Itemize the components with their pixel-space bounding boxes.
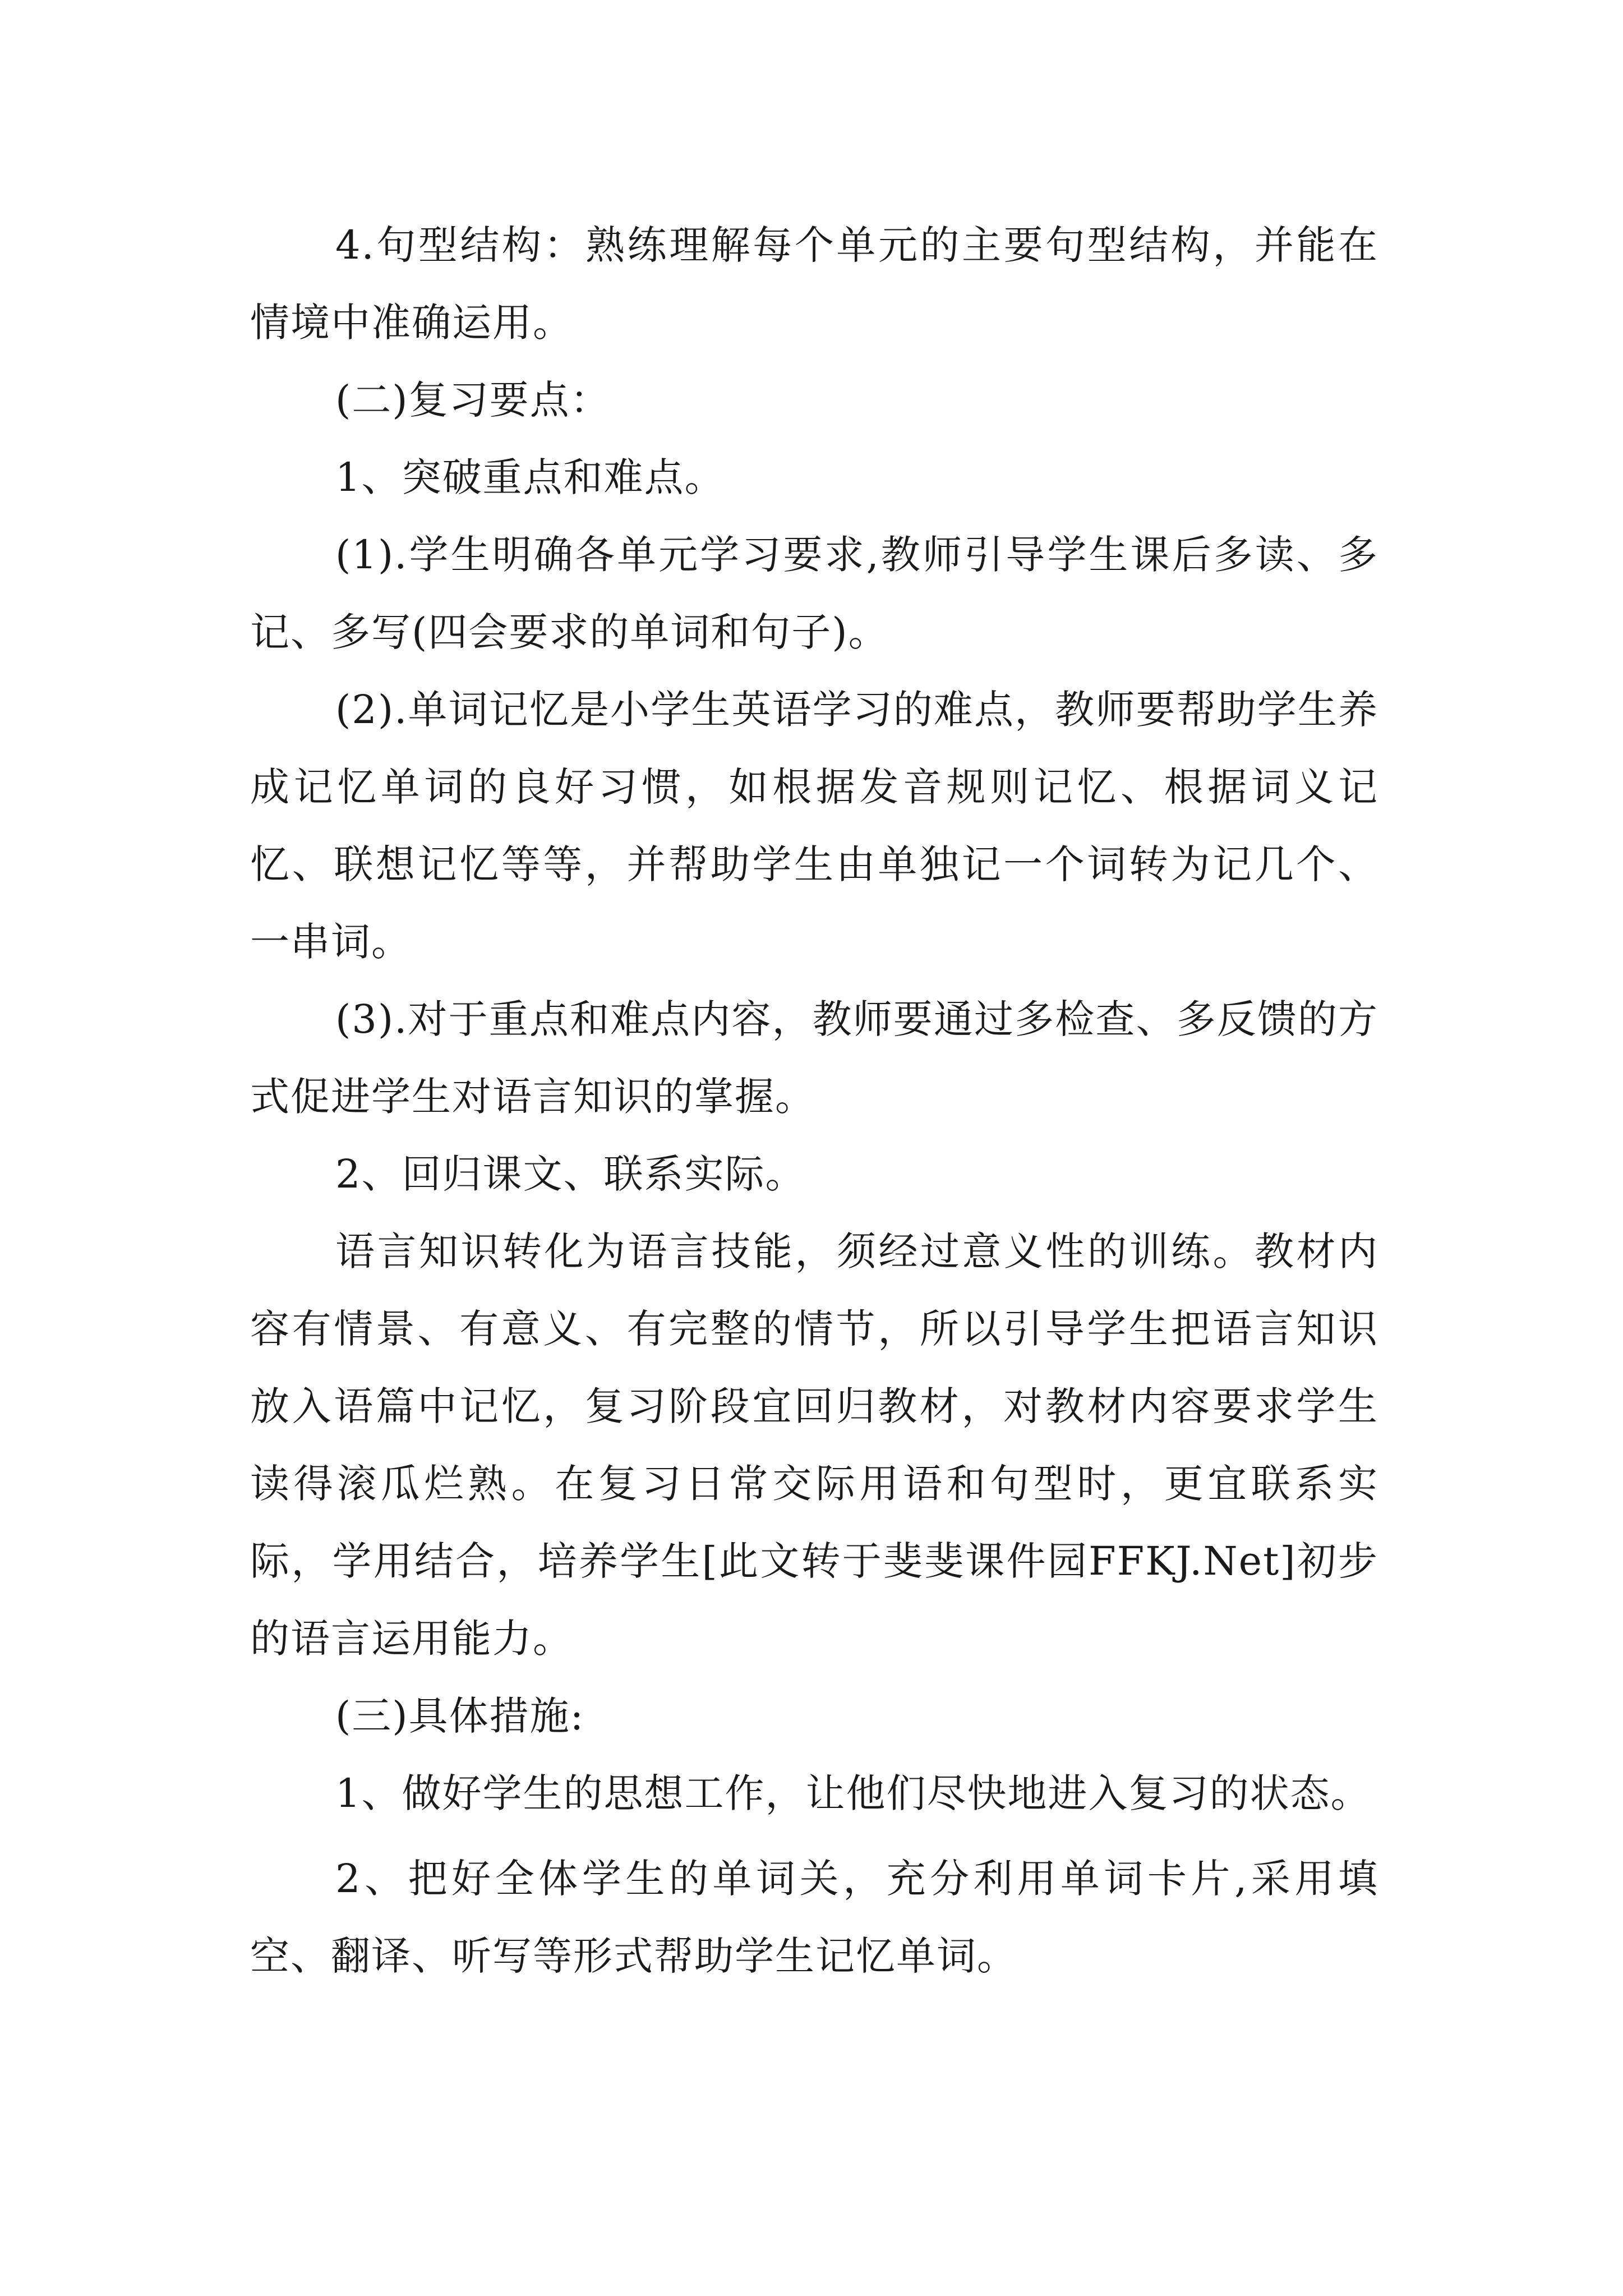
heading-specific-measures: (三)具体措施: — [335, 1693, 585, 1739]
heading-review-points: (二)复习要点： — [335, 377, 611, 423]
paragraph-point-2: (2).单词记忆是小学生英语学习的难点，教师要帮助学生养成记忆单词的良好习惯，如根据发音规则记忆、根据词义记忆、联想记忆等等，并帮助学生由单独记一个词转为记几个、一串词。 — [250, 687, 1378, 965]
paragraph-sentence-structure: 4.句型结构：熟练理解每个单元的主要句型结构，并能在情境中准确运用。 — [250, 222, 1378, 346]
paragraph-point-3: (3).对于重点和难点内容，教师要通过多检查、多反馈的方式促进学生对语言知识的掌握。 — [250, 996, 1378, 1120]
paragraph-language-skills: 语言知识转化为语言技能，须经过意义性的训练。教材内容有情景、有意义、有完整的情节，所以引导学生把语言知识放入语篇中记忆，复习阶段宜回归教材，对教材内容要求学生读得滚瓜烂熟。在复习日常交际用语和句型时，更宜联系实际，学用结合，培养学生[此文转于斐斐课件园FFKJ.Net]初步的语言运用能力。 — [250, 1228, 1378, 1662]
paragraph-point-1: (1).学生明确各单元学习要求,教师引导学生课后多读、多记、多写(四会要求的单词和句子)。 — [250, 532, 1378, 655]
heading-return-to-text: 2、回归课文、联系实际。 — [335, 1151, 806, 1197]
paragraph-measure-2: 2、把好全体学生的单词关，充分利用单词卡片,采用填空、翻译、听写等形式帮助学生记忆单词。 — [250, 1856, 1378, 1979]
paragraph-measure-1: 1、做好学生的思想工作，让他们尽快地进入复习的状态。 — [335, 1770, 1371, 1816]
heading-key-difficulties: 1、突破重点和难点。 — [335, 454, 725, 500]
document-body — [250, 206, 1378, 1995]
